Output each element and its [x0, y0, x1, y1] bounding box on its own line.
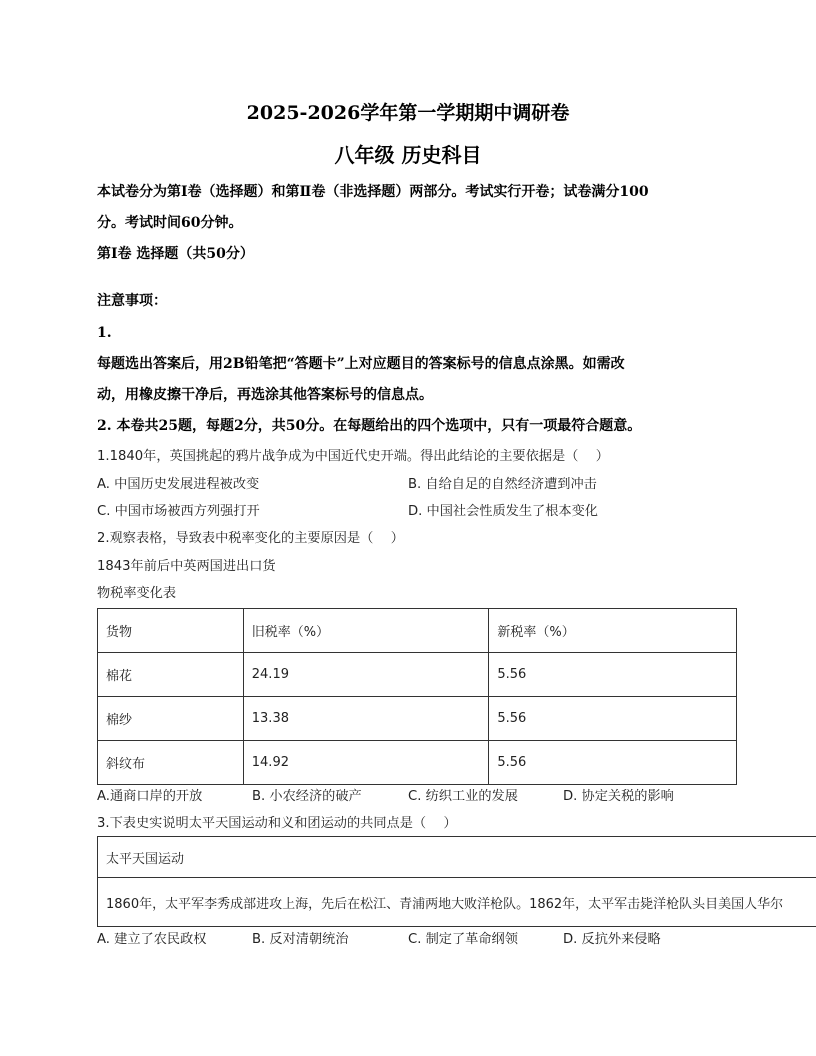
- question-2-option-a[interactable]: A.通商口岸的开放: [97, 789, 203, 804]
- question-1-stem: 1.1840年，英国挑起的鸦片战争成为中国近代史开端。得出此结论的主要依据是（ ）: [97, 449, 609, 464]
- table-row: [98, 697, 737, 741]
- question-1-option-a[interactable]: A. 中国历史发展进程被改变: [97, 477, 260, 492]
- question-1-option-c[interactable]: C. 中国市场被西方列强打开: [97, 504, 260, 519]
- notice-item-2: 2. 本卷共25题，每题2分，共50分。在每题给出的四个选项中，只有一项最符合题意。: [97, 418, 642, 434]
- table-header-cell: 货物: [98, 609, 244, 653]
- table-row: [98, 878, 816, 927]
- table-cell: 24.19: [243, 653, 489, 697]
- question-2-option-d[interactable]: D. 协定关税的影响: [563, 789, 674, 804]
- table-header-row: [98, 609, 737, 653]
- history-fact-table: [97, 836, 816, 927]
- section-heading: 第Ⅰ卷 选择题（共50分）: [97, 246, 254, 262]
- question-2-option-c[interactable]: C. 纺织工业的发展: [408, 789, 518, 804]
- tax-rate-table: [97, 608, 737, 785]
- table-header-cell: 旧税率（%）: [243, 609, 489, 653]
- table-header-cell: 太平天国运动: [98, 837, 816, 878]
- question-2-stem: 2.观察表格，导致表中税率变化的主要原因是（ ）: [97, 531, 404, 546]
- table-cell: 棉纱: [98, 697, 244, 741]
- intro-line-1: 本试卷分为第Ⅰ卷（选择题）和第Ⅱ卷（非选择题）两部分。考试实行开卷；试卷满分100: [97, 184, 649, 200]
- table-caption-line-2: 物税率变化表: [97, 586, 177, 601]
- question-3-stem: 3.下表史实说明太平天国运动和义和团运动的共同点是（ ）: [97, 816, 457, 831]
- table-cell: 5.56: [489, 653, 737, 697]
- notice-item-1-line-2: 动，用橡皮擦干净后，再选涂其他答案标号的信息点。: [97, 387, 433, 403]
- table-cell: 5.56: [489, 741, 737, 785]
- table-cell: 13.38: [243, 697, 489, 741]
- notice-item-1-line-1: 每题选出答案后，用2B铅笔把“答题卡”上对应题目的答案标号的信息点涂黑。如需改: [97, 356, 625, 372]
- question-3-option-d[interactable]: D. 反抗外来侵略: [563, 932, 661, 947]
- question-3-option-b[interactable]: B. 反对清朝统治: [252, 932, 349, 947]
- question-2-option-b[interactable]: B. 小农经济的破产: [252, 789, 362, 804]
- table-cell: 1860年，太平军李秀成部进攻上海，先后在松江、青浦两地大败洋枪队。1862年，太平军击毙洋枪队头目美国人华尔: [98, 878, 816, 927]
- table-row: [98, 741, 737, 785]
- notice-item-1-number: 1.: [97, 325, 112, 341]
- notice-heading: 注意事项：: [97, 293, 167, 309]
- table-header-cell: 新税率（%）: [489, 609, 737, 653]
- question-3-option-c[interactable]: C. 制定了革命纲领: [408, 932, 518, 947]
- table-caption-line-1: 1843年前后中英两国进出口货: [97, 559, 276, 574]
- table-row: [98, 653, 737, 697]
- table-cell: 棉花: [98, 653, 244, 697]
- question-1-option-d[interactable]: D. 中国社会性质发生了根本变化: [408, 504, 598, 519]
- exam-subtitle: 八年级 历史科目: [334, 143, 482, 167]
- table-cell: 14.92: [243, 741, 489, 785]
- table-cell: 斜纹布: [98, 741, 244, 785]
- question-3-option-a[interactable]: A. 建立了农民政权: [97, 932, 207, 947]
- table-header-row: [98, 837, 816, 878]
- table-cell: 5.56: [489, 697, 737, 741]
- intro-line-2: 分。考试时间60分钟。: [97, 215, 243, 231]
- exam-title: 2025-2026学年第一学期期中调研卷: [246, 102, 570, 124]
- question-1-option-b[interactable]: B. 自给自足的自然经济遭到冲击: [408, 477, 597, 492]
